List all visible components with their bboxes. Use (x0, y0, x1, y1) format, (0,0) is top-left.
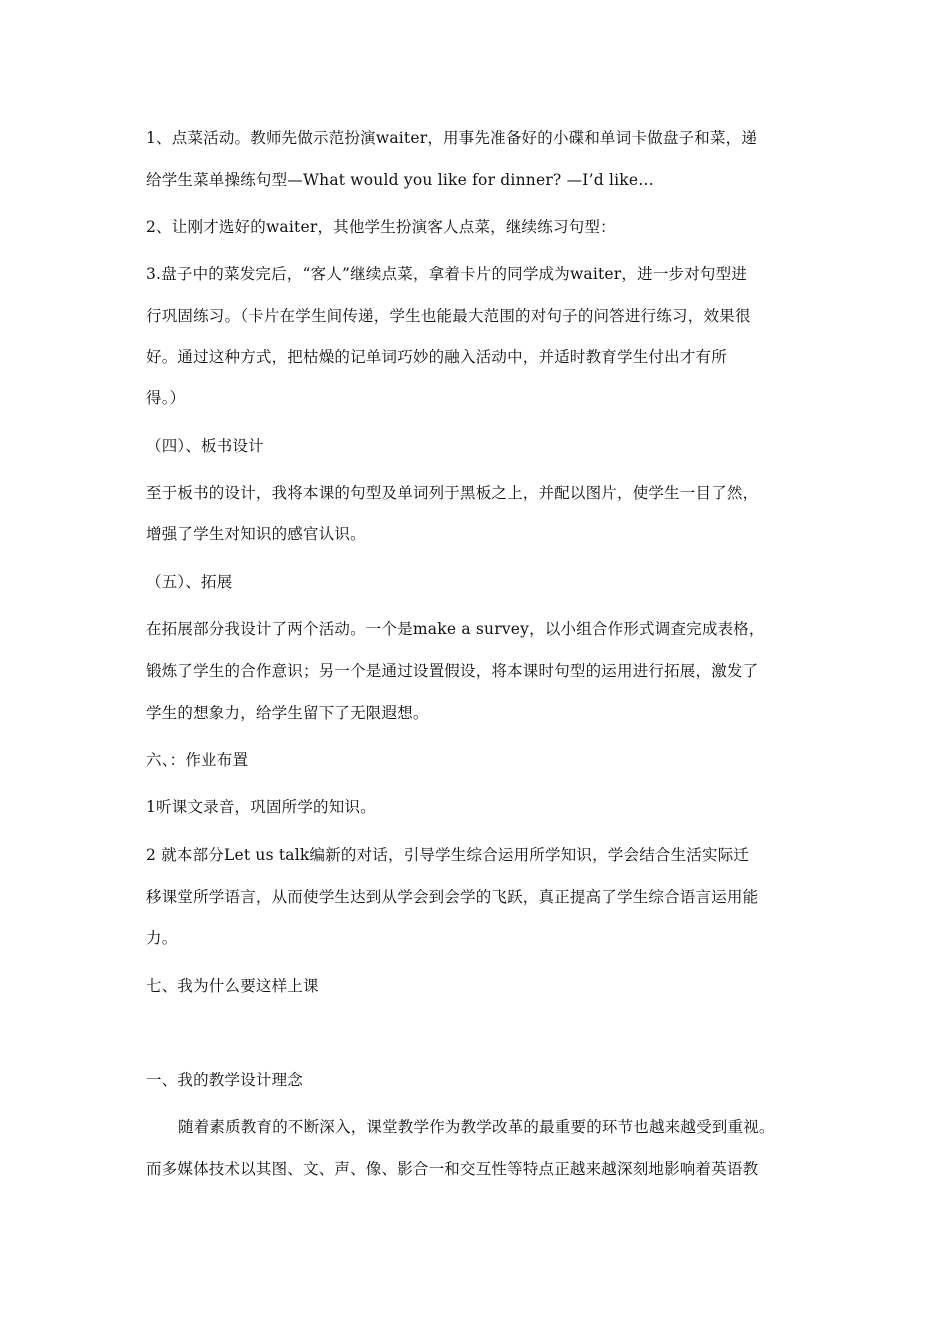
text-line: 给学生菜单操练句型—What would you like for dinner? —I’d like… (146, 171, 654, 189)
text-line: 2、让刚才选好的waiter，其他学生扮演客人点菜，继续练习句型： (146, 218, 616, 236)
text-line: 3.盘子中的菜发完后，“客人”继续点菜，拿着卡片的同学成为waiter，进一步对句型进 (146, 265, 748, 283)
text-line: 在拓展部分我设计了两个活动。一个是make a survey，以小组合作形式调查完成表格， (146, 620, 765, 638)
text-line: 2 就本部分Let us talk编新的对话，引导学生综合运用所学知识，学会结合生活实际迁 (146, 846, 750, 864)
text-line: 增强了学生对知识的感官认识。 (146, 525, 366, 543)
text-line: 行巩固练习。（卡片在学生间传递，学生也能最大范围的对句子的问答进行练习，效果很 (146, 307, 751, 325)
text-line: 1、点菜活动。教师先做示范扮演waiter，用事先准备好的小碟和单词卡做盘子和菜，递 (146, 129, 758, 147)
text-line: 好。通过这种方式，把枯燥的记单词巧妙的融入活动中，并适时教育学生付出才有所 (146, 348, 727, 366)
section-heading: 七、我为什么要这样上课 (146, 977, 319, 995)
section-heading: 六、：作业布置 (146, 751, 249, 769)
section-heading: （五）、拓展 (146, 573, 233, 591)
text-line: 锻炼了学生的合作意识；另一个是通过设置假设，将本课时句型的运用进行拓展，激发了 (146, 662, 759, 680)
section-heading: 一、我的教学设计理念 (146, 1071, 304, 1089)
text-line: 随着素质教育的不断深入，课堂教学作为教学改革的最重要的环节也越来越受到重视。 (178, 1118, 775, 1136)
text-line: 移课堂所学语言，从而使学生达到从学会到会学的飞跃，真正提高了学生综合语言运用能 (146, 888, 759, 906)
text-line: 力。 (146, 929, 178, 947)
text-line: 学生的想象力，给学生留下了无限遐想。 (146, 704, 429, 722)
section-heading: （四）、板书设计 (146, 437, 264, 455)
text-line: 至于板书的设计，我将本课的句型及单词列于黑板之上，并配以图片，使学生一目了然， (146, 484, 759, 502)
text-line: 而多媒体技术以其图、文、声、像、影合一和交互性等特点正越来越深刻地影响着英语教 (146, 1160, 759, 1178)
text-line: 1听课文录音，巩固所学的知识。 (146, 798, 376, 816)
text-line: 得。） (146, 389, 186, 407)
